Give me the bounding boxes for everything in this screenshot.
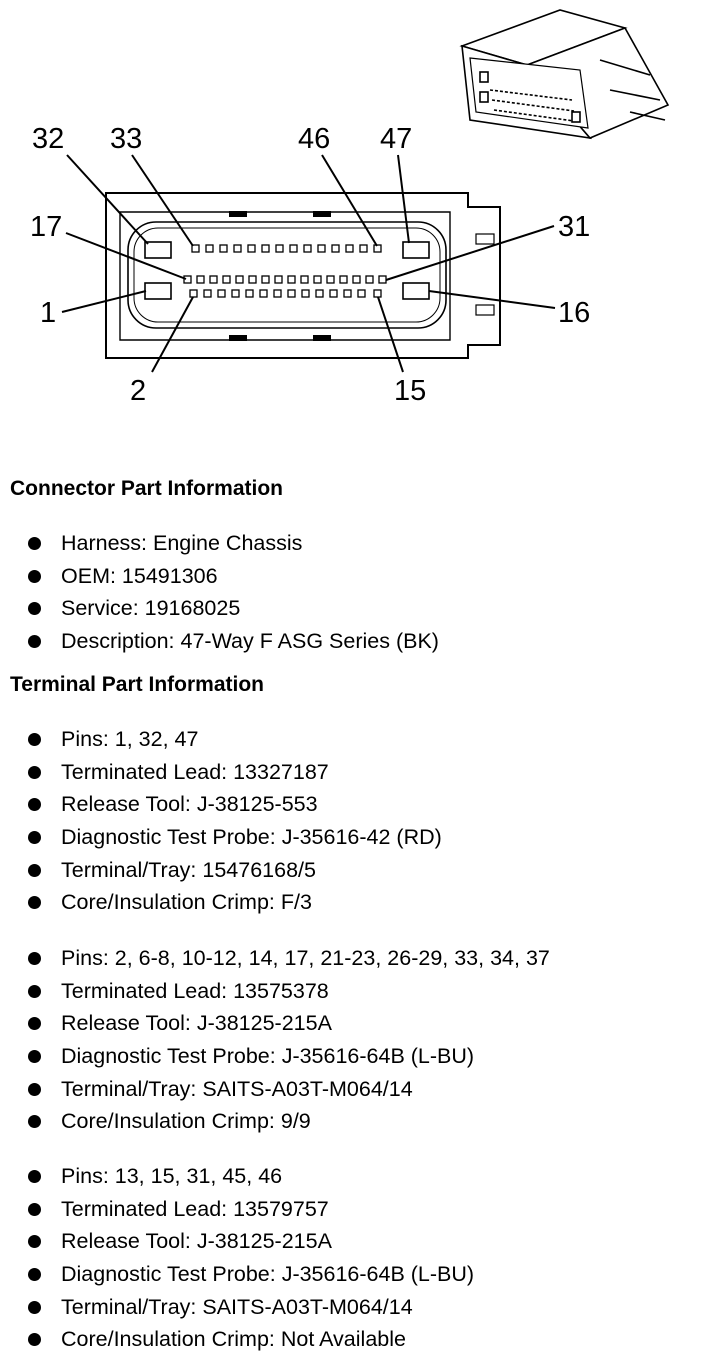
- list-item: Description: 47-Way F ASG Series (BK): [0, 625, 439, 658]
- list-item: Core/Insulation Crimp: Not Available: [0, 1323, 474, 1356]
- bullet-icon: [28, 831, 41, 844]
- bullet-icon: [28, 1115, 41, 1128]
- cavity-row-middle: [184, 276, 386, 283]
- list-item: Terminal/Tray: SAITS-A03T-M064/14: [0, 1073, 550, 1106]
- list-item: Service: 19168025: [0, 592, 439, 625]
- list-item: Harness: Engine Chassis: [0, 527, 439, 560]
- bullet-icon: [28, 1203, 41, 1216]
- cavity-row-top: [192, 245, 381, 252]
- cavity-16: [403, 283, 429, 299]
- pin-label-46: 46: [298, 123, 331, 155]
- list-item: Release Tool: J-38125-215A: [0, 1007, 550, 1040]
- bullet-icon: [28, 537, 41, 550]
- bullet-icon: [28, 952, 41, 965]
- terminal-part-info-heading: Terminal Part Information: [10, 673, 264, 696]
- bullet-icon: [28, 985, 41, 998]
- connector-part-info-heading: Connector Part Information: [10, 477, 284, 500]
- pin-label-31: 31: [558, 211, 591, 243]
- bullet-icon: [28, 1268, 41, 1281]
- pin-label-16: 16: [558, 297, 591, 329]
- terminal-group-1: [0, 723, 442, 919]
- pin-label-15: 15: [394, 375, 427, 407]
- cavity-layout: [145, 242, 429, 299]
- pin-label-1: 1: [40, 297, 57, 329]
- cavity-47: [403, 242, 429, 258]
- terminal-group-2: [0, 942, 550, 1138]
- list-item: Pins: 13, 15, 31, 45, 46: [0, 1160, 474, 1193]
- list-item: Terminal/Tray: SAITS-A03T-M064/14: [0, 1291, 474, 1324]
- bullet-icon: [28, 570, 41, 583]
- list-item: Terminated Lead: 13575378: [0, 975, 550, 1008]
- bullet-icon: [28, 1333, 41, 1346]
- bullet-icon: [28, 1083, 41, 1096]
- connector-part-info-list: [0, 527, 439, 658]
- bullet-icon: [28, 1170, 41, 1183]
- list-item: Diagnostic Test Probe: J-35616-42 (RD): [0, 821, 442, 854]
- cavity-row-bottom: [190, 290, 381, 297]
- list-item: Core/Insulation Crimp: F/3: [0, 886, 442, 919]
- bullet-icon: [28, 1301, 41, 1314]
- pin-label-17: 17: [30, 211, 63, 243]
- list-item: Terminated Lead: 13327187: [0, 756, 442, 789]
- list-item: Release Tool: J-38125-215A: [0, 1225, 474, 1258]
- pin-label-47: 47: [380, 123, 413, 155]
- list-item: Diagnostic Test Probe: J-35616-64B (L-BU): [0, 1040, 550, 1073]
- bullet-icon: [28, 766, 41, 779]
- list-item: Release Tool: J-38125-553: [0, 788, 442, 821]
- list-item: OEM: 15491306: [0, 560, 439, 593]
- cavity-32: [145, 242, 171, 258]
- bullet-icon: [28, 864, 41, 877]
- pin-label-33: 33: [110, 123, 143, 155]
- list-item: Pins: 1, 32, 47: [0, 723, 442, 756]
- bullet-icon: [28, 635, 41, 648]
- cavity-1: [145, 283, 171, 299]
- connector-face-diagram: [0, 0, 704, 440]
- list-item: Core/Insulation Crimp: 9/9: [0, 1105, 550, 1138]
- bullet-icon: [28, 733, 41, 746]
- bullet-icon: [28, 602, 41, 615]
- pin-number-labels: [30, 123, 590, 407]
- list-item: Diagnostic Test Probe: J-35616-64B (L-BU): [0, 1258, 474, 1291]
- pin-label-32: 32: [32, 123, 65, 155]
- pin-label-2: 2: [130, 375, 147, 407]
- list-item: Pins: 2, 6-8, 10-12, 14, 17, 21-23, 26-29, 33, 34, 37: [0, 942, 550, 975]
- bullet-icon: [28, 798, 41, 811]
- list-item: Terminal/Tray: 15476168/5: [0, 854, 442, 887]
- bullet-icon: [28, 896, 41, 909]
- list-item: Terminated Lead: 13579757: [0, 1193, 474, 1226]
- terminal-group-3: [0, 1160, 474, 1356]
- bullet-icon: [28, 1050, 41, 1063]
- bullet-icon: [28, 1235, 41, 1248]
- bullet-icon: [28, 1017, 41, 1030]
- connector-isometric-view: [462, 10, 668, 138]
